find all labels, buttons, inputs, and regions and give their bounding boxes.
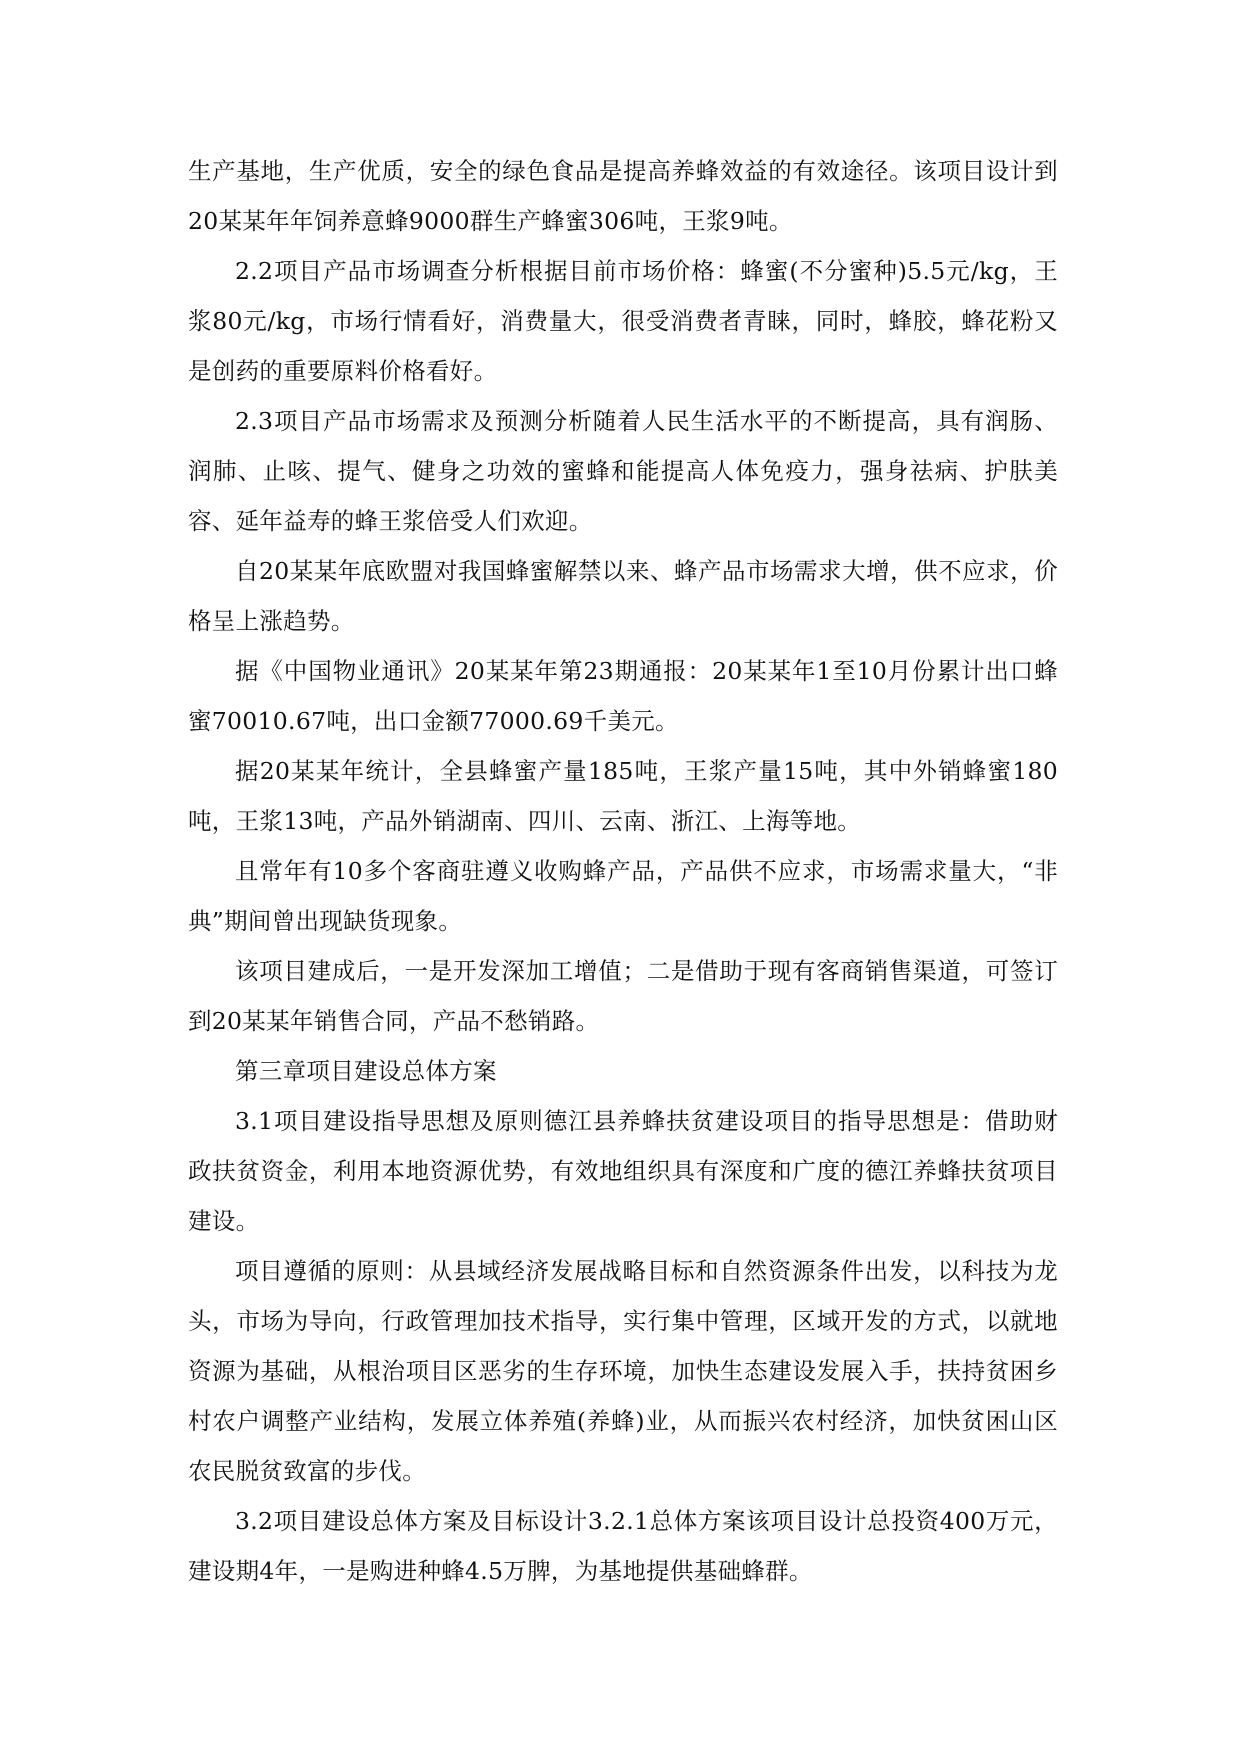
- paragraph-5: 据《中国物业通讯》20某某年第23期通报：20某某年1至10月份累计出口蜂蜜70010.67吨，出口金额77000.69千美元。: [188, 657, 1058, 735]
- paragraph-2: 2.2项目产品市场调查分析根据目前市场价格：蜂蜜(不分蜜种)5.5元/kg，王浆80元/kg，市场行情看好，消费量大，很受消费者青睐，同时，蜂胶，蜂花粉又是创药的重要原料价格看好。: [188, 257, 1058, 385]
- paragraph-8: 该项目建成后，一是开发深加工增值；二是借助于现有客商销售渠道，可签订到20某某年销售合同，产品不愁销路。: [188, 957, 1058, 1035]
- paragraph-4: 自20某某年底欧盟对我国蜂蜜解禁以来、蜂产品市场需求大增，供不应求，价格呈上涨趋势。: [188, 557, 1058, 635]
- paragraph-12: 3.2项目建设总体方案及目标设计3.2.1总体方案该项目设计总投资400万元，建设期4年，一是购进种蜂4.5万脾，为基地提供基础蜂群。: [188, 1507, 1058, 1585]
- paragraph-10: 3.1项目建设指导思想及原则德江县养蜂扶贫建设项目的指导思想是：借助财政扶贫资金，利用本地资源优势，有效地组织具有深度和广度的德江养蜂扶贫项目建设。: [188, 1107, 1058, 1235]
- paragraph-1: 生产基地，生产优质，安全的绿色食品是提高养蜂效益的有效途径。该项目设计到20某某年年饲养意蜂9000群生产蜂蜜306吨，王浆9吨。: [188, 157, 1058, 235]
- paragraph-3: 2.3项目产品市场需求及预测分析随着人民生活水平的不断提高，具有润肠、润肺、止咳、提气、健身之功效的蜜蜂和能提高人体免疫力，强身祛病、护肤美容、延年益寿的蜂王浆倍受人们欢迎。: [188, 407, 1058, 535]
- chapter-heading: 第三章项目建设总体方案: [235, 1057, 497, 1085]
- paragraph-6: 据20某某年统计，全县蜂蜜产量185吨，王浆产量15吨，其中外销蜂蜜180吨，王浆13吨，产品外销湖南、四川、云南、浙江、上海等地。: [188, 757, 1058, 835]
- document-body: [188, 146, 1058, 1596]
- paragraph-7: 且常年有10多个客商驻遵义收购蜂产品，产品供不应求，市场需求量大，“非典”期间曾出现缺货现象。: [188, 857, 1058, 935]
- paragraph-11: 项目遵循的原则：从县域经济发展战略目标和自然资源条件出发，以科技为龙头，市场为导向，行政管理加技术指导，实行集中管理，区域开发的方式，以就地资源为基础，从根治项目区恶劣的生存环境，加快生态建设发展入手，扶持贫困乡村农户调整产业结构，发展立体养殖(养蜂)业，从而振兴农村经济，加快贫困山区农民脱贫致富的步伐。: [188, 1257, 1058, 1485]
